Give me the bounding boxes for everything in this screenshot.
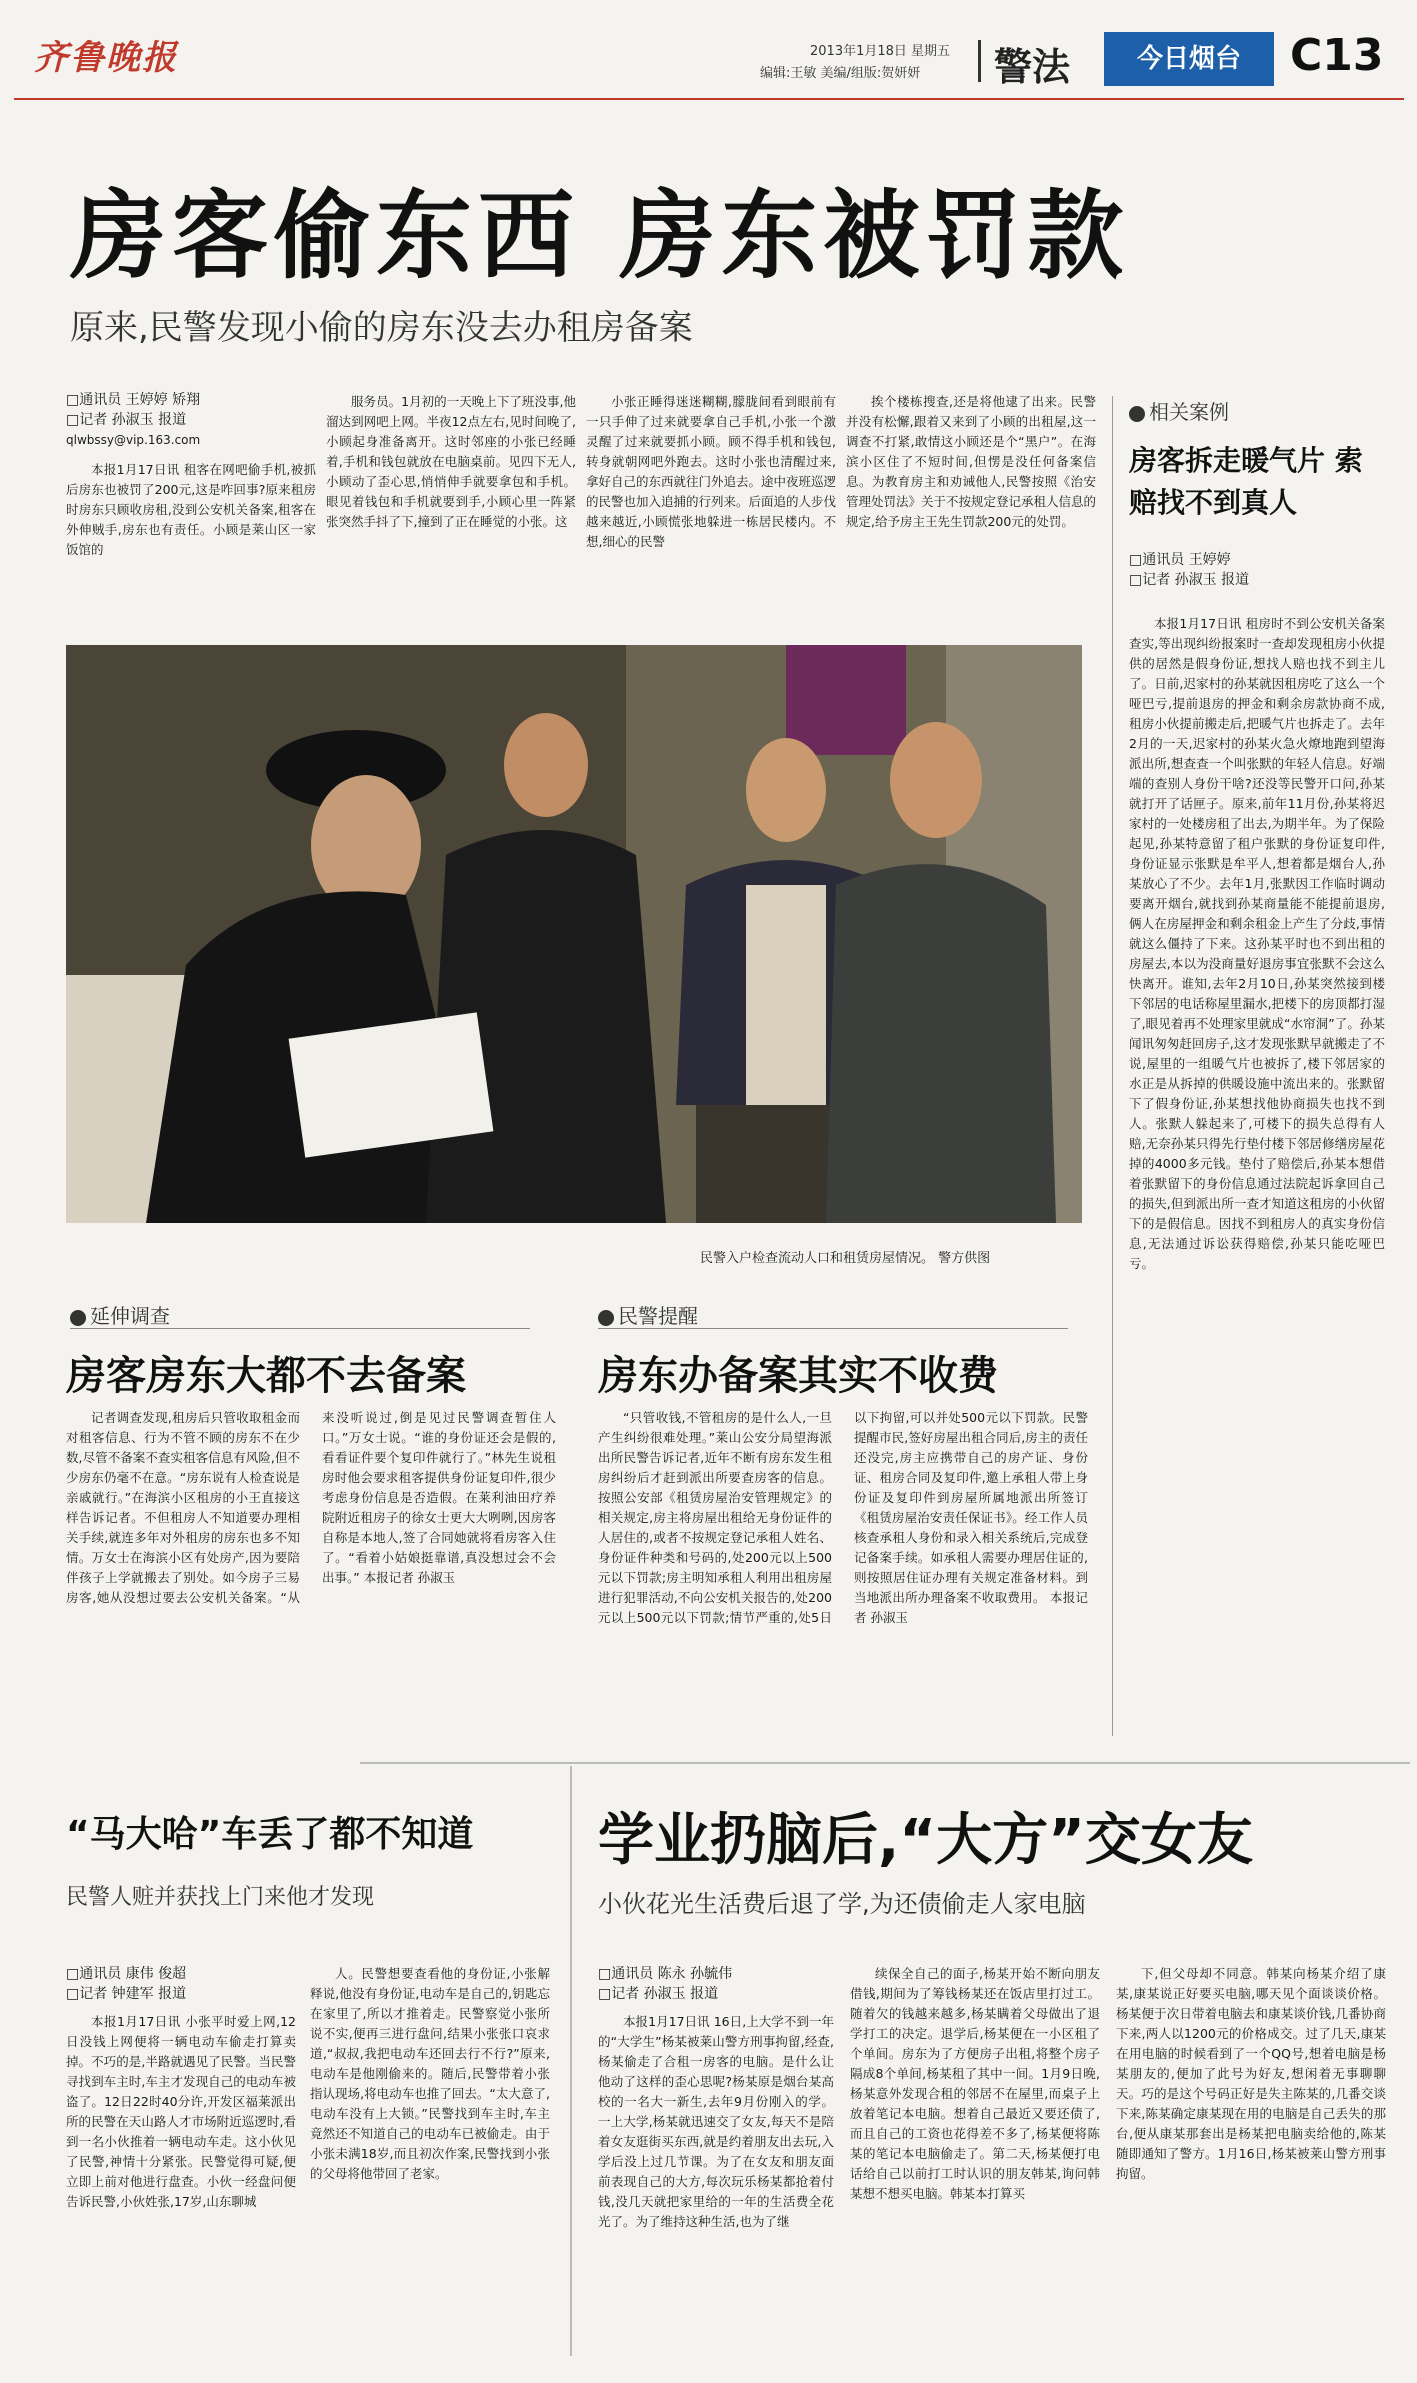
related-byline-correspondent: □通讯员 王婷婷 [1129, 552, 1231, 568]
news-photo [66, 645, 1082, 1223]
section-label: 警法 [994, 45, 1071, 89]
study-col-3: 下,但父母却不同意。韩某向杨某介绍了康某,康某说正好要买电脑,哪天见个面谈谈价格。杨某便于次日带着电脑去和康某谈价钱,几番协商下来,两人以1200元的价格成交。过了几天,康某在用电脑的时候看到了一个QQ号,想着电脑是杨某朋友的,便加了此号为好友,想闲着无事聊聊天。巧的是这个号码正好是失主陈某的,几番交谈下来,陈某确定康某现在用的电脑是自己丢失的那台,便从康某那套出是杨某把电脑卖给他的,陈某随即通知了警方。1月16日,杨某被莱山警方刑事拘留。 [1116, 1966, 1386, 2181]
editor-line: 编辑:王敏 美编/组版:贺妍妍 [760, 66, 921, 81]
study-subhead: 小伙花光生活费后退了学,为还债偷走人家电脑 [598, 1890, 1086, 1918]
study-byline-reporter: □记者 孙淑玉 报道 [598, 1986, 719, 2002]
lead-headline: 房客偷东西 房东被罚款 [70, 180, 1130, 292]
extend-section-label: 延伸调查 [70, 1300, 170, 1329]
bike-headline: “马大哈”车丢了都不知道 [66, 1814, 474, 1855]
bike-subhead: 民警人赃并获找上门来他才发现 [66, 1885, 375, 1910]
lead-subhead: 原来,民警发现小偷的房东没去办租房备案 [70, 308, 693, 348]
lead-col-4: 挨个楼栋搜查,还是将他逮了出来。民警并没有松懈,跟着又来到了小顾的出租屋,这一调查不打紧,敢情这小顾还是个“黑户”。在海滨小区住了不短时间,但愣是没任何备案信息。为教育房主和劝诫他人,民警按照《治安管理处罚法》关于不按规定登记承租人信息的规定,给予房主王先生罚款200元的处罚。 [846, 394, 1096, 529]
masthead [0, 0, 1417, 96]
remind-rule [598, 1328, 1068, 1329]
lead-byline-correspondent: □通讯员 王婷婷 矫翔 [66, 392, 201, 408]
remind-body: “只管收钱,不管租房的是什么人,一旦产生纠纷很难处理。”莱山公安分局望海派出所民警告诉记者,近年不断有房东发生租房纠纷后才赶到派出所要查房客的信息。按照公安部《租赁房屋治安管理规定》的相关规定,房主将房屋出租给无身份证件的人居住的,或者不按规定登记承租人姓名、身份证件种类和号码的,处200元以上500元以下罚款;房主明知承租人利用出租房屋进行犯罪活动,不向公安机关报告的,处200元以上500元以下罚款;情节严重的,处5日以下拘留,可以并处500元以下罚款。民警提醒市民,签好房屋出租合同后,房主的责任还没完,房主应携带自己的房产证、身份证、租房合同及复印件,邀上承租人带上身份证及复印件到房屋所属地派出所签订《租赁房屋治安责任保证书》。经工作人员核查承租人身份和录入相关系统后,完成登记备案手续。如承租人需要办理居住证的,则按照居住证办理有关规定准备材料。到当地派出所办理备案不收取费用。 本报记者 孙淑玉 [598, 1410, 1088, 1625]
photo-scene [66, 645, 1082, 1223]
bike-byline-correspondent: □通讯员 康伟 俊超 [66, 1966, 187, 1982]
lead-byline-reporter: □记者 孙淑玉 报道 [66, 412, 187, 428]
horizontal-divider [360, 1762, 1410, 1764]
masthead-rule [14, 98, 1404, 100]
related-byline-reporter: □记者 孙淑玉 报道 [1129, 572, 1250, 588]
related-body: 本报1月17日讯 租房时不到公安机关备案查实,等出现纠纷报案时一查却发现租房小伙提供的居然是假身份证,想找人赔也找不到主儿了。日前,迟家村的孙某就因租房吃了这么一个哑巴亏,提前退房的押金和剩余房款协商不成,租房小伙提前搬走后,把暖气片也拆走了。去年2月的一天,迟家村的孙某火急火燎地跑到望海派出所,想查查一个叫张默的年轻人信息。好端端的查别人身份干啥?还没等民警开口问,孙某就打开了话匣子。原来,前年11月份,孙某将迟家村的一处楼房租了出去,为期半年。为了保险起见,孙某特意留了租户张默的身份证复印件,身份证显示张默是牟平人,想着都是烟台人,孙某放心了不少。去年1月,张默因工作临时调动要离开烟台,就找到孙某商量能不能提前退房,俩人在房屋押金和剩余租金上产生了分歧,事情就这么僵持了下来。这孙某平时也不到出租的房屋去,本以为没商量好退房事宜张默不会这么快离开。谁知,去年2月10日,孙某突然接到楼下邻居的电话称屋里漏水,把楼下的房顶都打湿了,眼见着再不处理家里就成“水帘洞”了。孙某闻讯匆匆赶回房子,这才发现张默早就搬走了不说,屋里的一组暖气片也被拆了,楼下邻居家的水正是从拆掉的供暖设施中流出来的。张默留下了假身份证,孙某想找他协商损失也找不到人。张默人躲起来了,可楼下的损失总得有人赔,无奈孙某只得先行垫付楼下邻居修缮房屋花掉的4000多元钱。垫付了赔偿后,孙某本想借着张默留下的身份信息通过法院起诉拿回自己的损失,但到派出所一查才知道这租房的小伙留下的是假信息。因找不到租房人的真实身份信息,无法通过诉讼获得赔偿,孙某只能吃哑巴亏。 [1129, 616, 1385, 1271]
photo-caption: 民警入户检查流动人口和租赁房屋情况。 警方供图 [700, 1251, 991, 1266]
page-number: C13 [1290, 30, 1384, 81]
lead-col-3: 小张正睡得迷迷糊糊,朦胧间看到眼前有一只手伸了过来就要拿自己手机,小张一个激灵醒了过来就要抓小顾。顾不得手机和钱包,转身就朝网吧外跑去。这时小张也清醒过来,拿好自己的东西就往门外追去。途中夜班巡逻的民警也加入追捕的行列来。后面追的人步伐越来越近,小顾慌张地躲进一栋居民楼内。不想,细心的民警 [586, 394, 836, 549]
related-byline [1129, 550, 1249, 590]
section-bullet-icon [1129, 406, 1145, 422]
lead-col-2: 服务员。1月初的一天晚上下了班没事,他溜达到网吧上网。半夜12点左右,见时间晚了,小顾起身准备离开。这时邻座的小张已经睡着,手机和钱包就放在电脑桌前。见四下无人,小顾动了歪心思,悄悄伸手就要拿包和手机。眼见着钱包和手机就要到手,小顾心里一阵紧张突然手抖了下,撞到了正在睡觉的小张。这 [326, 394, 576, 529]
lead-byline [66, 390, 316, 450]
section-bullet-icon [70, 1310, 86, 1326]
bike-byline-reporter: □记者 钟建军 报道 [66, 1986, 187, 2002]
masthead-divider [978, 40, 981, 82]
bike-col-2: 人。民警想要查看他的身份证,小张解释说,他没有身份证,电动车是自己的,钥匙忘在家里了,所以才推着走。民警察觉小张所说不实,便再三进行盘问,结果小张张口哀求道,“叔叔,我把电动车还回去行不行?”原来,电动车是他刚偷来的。随后,民警带着小张指认现场,将电动车也推了回去。“太大意了,电动车没有上大锁。”民警找到车主时,车主竟然还不知道自己的电动车已被偷走。由于小张未满18岁,而且初次作案,民警找到小张的父母将他带回了老家。 [310, 1966, 550, 2181]
newspaper-logo: 齐鲁晚报 [34, 38, 178, 78]
study-col-1: 本报1月17日讯 16日,上大学不到一年的“大学生”杨某被莱山警方刑事拘留,经查,杨某偷走了合租一房客的电脑。是什么让他动了这样的歪心思呢?杨某原是烟台某高校的一名大一新生,去年9月份刚入的学。一上大学,杨某就迅速交了女友,每天不是陪着女友逛街买东西,就是约着朋友出去玩,入学后没上过几节课。为了在女友和朋友面前表现自己的大方,每次玩乐杨某都抢着付钱,没几天就把家里给的一年的生活费全花光了。为了维持这种生活,也为了继 [598, 2014, 834, 2229]
bike-byline [66, 1964, 186, 2004]
purple-cloth [786, 645, 906, 755]
vertical-divider [570, 1766, 572, 2356]
extend-headline: 房客房东大都不去备案 [66, 1353, 466, 1399]
study-headline: 学业扔脑后,“大方”交女友 [598, 1808, 1253, 1873]
remind-headline: 房东办备案其实不收费 [598, 1353, 998, 1399]
study-byline-correspondent: □通讯员 陈永 孙毓伟 [598, 1966, 733, 1982]
related-headline: 房客拆走暖气片 索赔找不到真人 [1129, 444, 1363, 519]
date-line: 2013年1月18日 星期五 [810, 44, 951, 59]
related-section-label: 相关案例 [1129, 396, 1229, 425]
bike-col-1: 本报1月17日讯 小张平时爱上网,12日没钱上网便将一辆电动车偷走打算卖掉。不巧的是,半路就遇见了民警。当民警寻找到车主时,车主才发现自己的电动车被盗了。12日22时40分许,开发区福莱派出所的民警在天山路人才市场附近巡逻时,看到一名小伙推着一辆电动车走。这小伙见了民警,神情十分紧张。民警觉得可疑,便立即上前对他进行盘查。小伙一经盘问便告诉民警,小伙姓张,17岁,山东聊城 [66, 2014, 296, 2209]
lead-email: qlwbssy@vip.163.com [66, 433, 201, 447]
edition-badge: 今日烟台 [1104, 32, 1274, 86]
study-col-2: 续保全自己的面子,杨某开始不断向朋友借钱,期间为了筹钱杨某还在饭店里打过工。随着欠的钱越来越多,杨某瞒着父母做出了退学打工的决定。退学后,杨某便在一小区租了个单间。房东为了方便房子出租,将整个房子隔成8个单间,杨某租了其中一间。1月9日晚,杨某意外发现合租的邻居不在屋里,而桌子上放着笔记本电脑。想着自己最近又要还债了,而且自己的工资也花得差不多了,杨某便将陈某的笔记本电脑偷走了。第二天,杨某便打电话给自己以前打工时认识的朋友韩某,询问韩某想不想买电脑。韩某本打算买 [850, 1966, 1100, 2201]
lead-col-1: 本报1月17日讯 租客在网吧偷手机,被抓后房东也被罚了200元,这是咋回事?原来租房时房东只顾收房租,没到公安机关备案,租客在外伸贼手,房东也有责任。小顾是莱山区一家饭馆的 [66, 462, 316, 557]
extend-body: 记者调查发现,租房后只管收取租金而对租客信息、行为不管不顾的房东不在少数,尽管不备案不查实租客信息有风险,但不少房东仍毫不在意。“房东说有人检查说是亲戚就行。”在海滨小区租房的小王直接这样告诉记者。不但租房人不知道要办理相关手续,就连多年对外租房的房东也多不知情。万女士在海滨小区有处房产,因为要陪伴孩子上学就搬去了别处。如今房子三易房客,她从没想过要去公安机关备案。“从来没听说过,倒是见过民警调查暂住人口。”万女士说。“谁的身份证还会是假的,看看证件要个复印件就行了。”林先生说租房时他会要求租客提供身份证复印件,很少考虑身份信息是否造假。在莱利油田疗养院附近租房子的徐女士更大大咧咧,因房客自称是本地人,签了合同她就将看房客入住了。“看着小姑娘挺靠谱,真没想过会不会出事。” 本报记者 孙淑玉 [66, 1410, 556, 1605]
section-bullet-icon [598, 1310, 614, 1326]
extend-rule [70, 1328, 530, 1329]
study-byline [598, 1964, 732, 2004]
related-box [1112, 396, 1393, 1736]
remind-section-label: 民警提醒 [598, 1300, 698, 1329]
